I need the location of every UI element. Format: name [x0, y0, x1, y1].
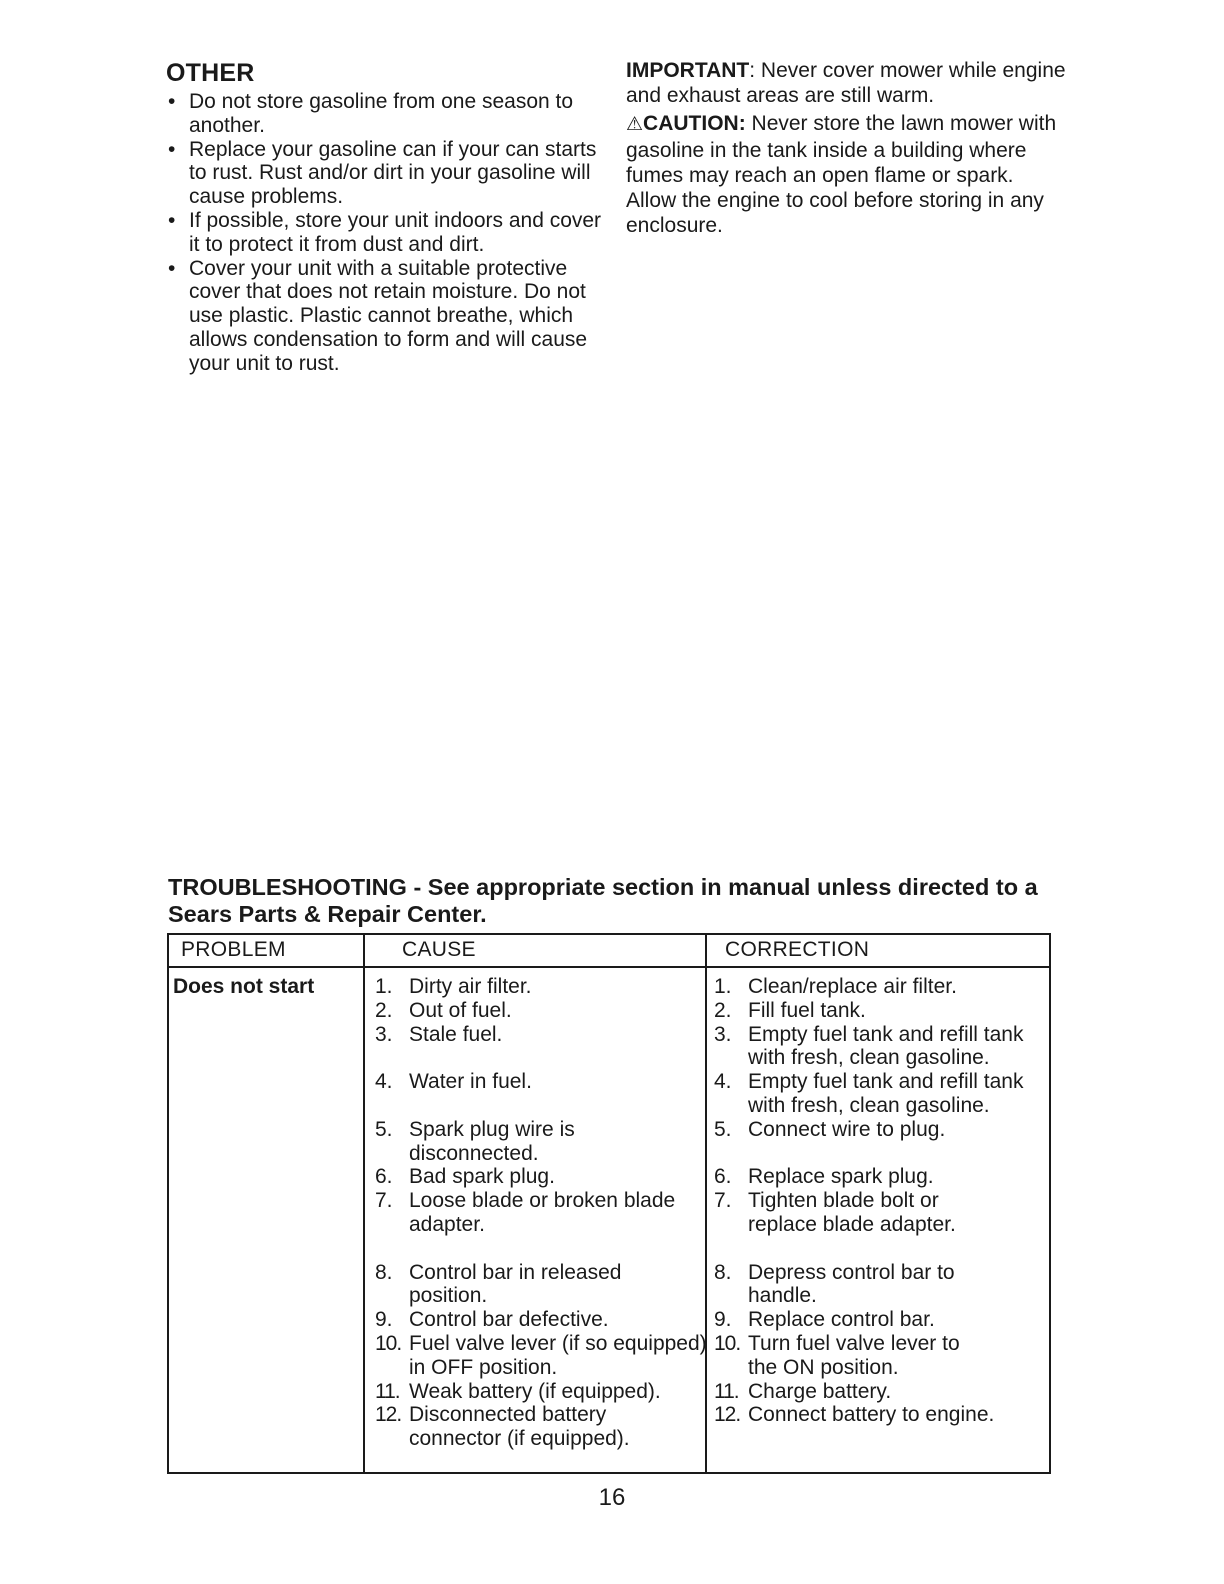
- list-item: 2. Out of fuel.: [375, 998, 512, 1022]
- bullet-dot-icon: •: [168, 256, 176, 280]
- list-item: 6. Bad spark plug.: [375, 1165, 555, 1189]
- caution-notice: [626, 111, 1066, 238]
- page-number: 16: [598, 1484, 626, 1511]
- list-item: 6. Replace spark plug.: [714, 1165, 934, 1189]
- other-section: [166, 58, 606, 376]
- notices-section: [626, 58, 1066, 241]
- important-notice: [626, 58, 1066, 108]
- warning-triangle-icon: ⚠: [626, 114, 644, 136]
- correction-list: [714, 975, 1049, 1427]
- list-item: 4. Water in fuel.: [375, 1070, 532, 1094]
- other-heading: OTHER: [166, 59, 255, 87]
- list-item: 12. Disconnected battery connector (if equipped).: [375, 1403, 630, 1451]
- list-item: 8. Depress control bar to handle.: [714, 1260, 955, 1308]
- list-item: 1. Dirty air filter.: [375, 975, 532, 998]
- bullet-dot-icon: •: [168, 90, 176, 113]
- list-item: 12. Connect battery to engine.: [714, 1403, 995, 1427]
- troubleshooting-heading: TROUBLESHOOTING - See appropriate section in manual unless directed to a Sears Parts & Repair Center.: [168, 874, 1038, 927]
- important-text: : Never cover mower while engine and exhaust areas are still warm.: [626, 59, 1066, 108]
- caution-text: Never store the lawn mower with gasoline in the tank inside a building where fumes may reach an open flame or spark. Allow the engine to cool before storing in any enclosure.: [626, 112, 1057, 238]
- list-item: 10. Turn fuel valve lever to the ON position.: [714, 1331, 960, 1379]
- important-label: IMPORTANT: [626, 59, 750, 82]
- list-item: 9. Control bar defective.: [375, 1308, 609, 1332]
- list-item: 5. Spark plug wire is disconnected.: [375, 1117, 575, 1165]
- caution-label: CAUTION:: [643, 112, 746, 136]
- other-bullet-list: [166, 90, 606, 376]
- list-item: 3. Stale fuel.: [375, 1022, 503, 1046]
- list-item: 10. Fuel valve lever (if so equipped) in OFF position.: [375, 1331, 707, 1379]
- list-item: 11. Charge battery.: [714, 1379, 892, 1403]
- cause-list: [375, 975, 707, 1451]
- list-item: 2. Fill fuel tank.: [714, 998, 866, 1022]
- bullet-item: • Do not store gasoline from one season to another.: [168, 90, 574, 137]
- column-divider: [363, 935, 365, 1472]
- bullet-item: • Cover your unit with a suitable protective cover that does not retain moisture. Do not use plastic. Plastic cannot breathe, which allows condensation to form and will cause your unit to rust.: [168, 256, 588, 375]
- list-item: 7. Tighten blade bolt or replace blade adapter.: [714, 1189, 956, 1236]
- bullet-dot-icon: •: [168, 208, 176, 232]
- list-item: 11. Weak battery (if equipped).: [375, 1379, 661, 1403]
- list-item: 9. Replace control bar.: [714, 1308, 935, 1332]
- table-header-row: [169, 935, 1049, 968]
- header-problem: PROBLEM: [181, 938, 286, 961]
- list-item: 5. Connect wire to plug.: [714, 1117, 946, 1141]
- list-item: 1. Clean/replace air filter.: [714, 975, 957, 998]
- header-cause: CAUSE: [402, 938, 476, 961]
- list-item: 7. Loose blade or broken blade adapter.: [375, 1189, 676, 1236]
- troubleshooting-table: [167, 933, 1051, 1474]
- list-item: 3. Empty fuel tank and refill tank with fresh, clean gasoline.: [714, 1022, 1024, 1070]
- problem-cell: Does not start: [173, 975, 315, 998]
- column-divider: [705, 935, 707, 1472]
- bullet-item: • Replace your gasoline can if your can starts to rust. Rust and/or dirt in your gasoline will cause problems.: [168, 137, 597, 209]
- list-item: 8. Control bar in released position.: [375, 1260, 622, 1308]
- header-correction: CORRECTION: [725, 938, 870, 961]
- bullet-item: • If possible, store your unit indoors and cover it to protect it from dust and dirt.: [168, 208, 602, 256]
- bullet-dot-icon: •: [168, 137, 176, 161]
- list-item: 4. Empty fuel tank and refill tank with fresh, clean gasoline.: [714, 1070, 1024, 1117]
